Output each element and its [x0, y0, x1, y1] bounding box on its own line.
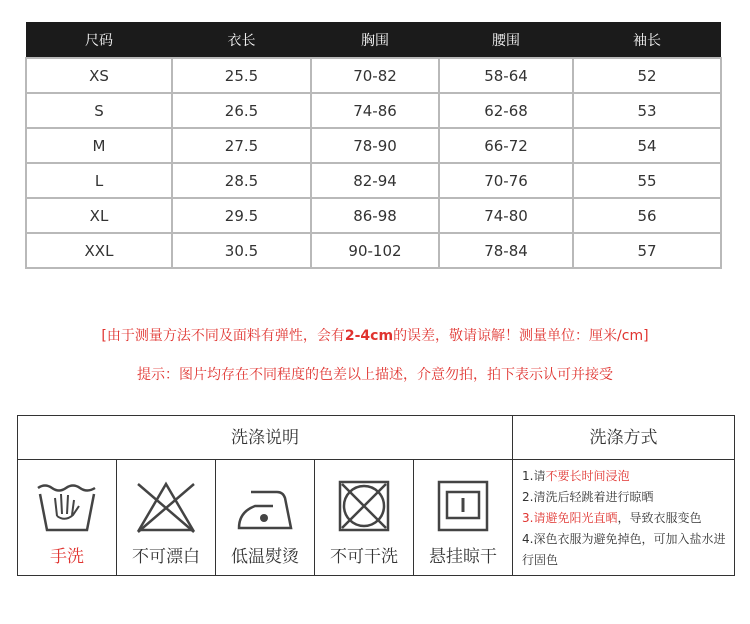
- table-cell: 30.5: [172, 233, 311, 268]
- table-cell: 82-94: [311, 163, 439, 198]
- table-row: [26, 198, 721, 233]
- table-cell: 90-102: [311, 233, 439, 268]
- table-row: [26, 58, 721, 93]
- table-cell: 28.5: [172, 163, 311, 198]
- color-tip-note: 提示：图片均存在不同程度的色差以上描述，介意勿拍，拍下表示认可并接受: [137, 367, 613, 383]
- wash-symbol-low-iron: [216, 460, 315, 576]
- wash-method-text: ，导致衣服变色: [617, 511, 702, 525]
- table-cell: S: [26, 93, 172, 128]
- wash-method-highlight: 3.请避免阳光直晒: [522, 511, 618, 525]
- wash-symbol-no-bleach: [117, 460, 216, 576]
- wash-method-item: [522, 508, 730, 529]
- table-cell: 78-84: [439, 233, 573, 268]
- size-table: [25, 22, 722, 269]
- wash-instructions-title: 洗涤说明: [18, 416, 513, 460]
- table-cell: 70-76: [439, 163, 573, 198]
- header-waist: 腰围: [439, 22, 573, 58]
- hand-wash-label: 手洗: [50, 547, 84, 567]
- wash-method-text: 1.请: [522, 469, 546, 483]
- wash-symbol-hand-wash: [18, 460, 117, 576]
- table-cell: M: [26, 128, 172, 163]
- wash-method-highlight: 不要长时间浸泡: [545, 469, 630, 483]
- table-cell: XXL: [26, 233, 172, 268]
- wash-method-item: [522, 466, 730, 487]
- table-cell: 58-64: [439, 58, 573, 93]
- table-cell: L: [26, 163, 172, 198]
- hand-wash-icon: [35, 478, 99, 536]
- no-bleach-label: 不可漂白: [132, 547, 200, 567]
- table-cell: 74-86: [311, 93, 439, 128]
- no-dry-clean-icon: [332, 478, 396, 536]
- table-row: [26, 128, 721, 163]
- table-cell: 56: [573, 198, 721, 233]
- table-cell: 57: [573, 233, 721, 268]
- wash-care-box: [17, 415, 735, 576]
- table-cell: 62-68: [439, 93, 573, 128]
- table-cell: 70-82: [311, 58, 439, 93]
- size-table-header-row: [26, 22, 721, 58]
- header-size: 尺码: [26, 22, 172, 58]
- measurement-note-pre: [由于测量方法不同及面料有弹性，会有: [101, 328, 345, 344]
- table-cell: 53: [573, 93, 721, 128]
- wash-method-title: 洗涤方式: [513, 416, 734, 460]
- wash-symbol-line-dry: [414, 460, 513, 576]
- table-cell: XS: [26, 58, 172, 93]
- header-chest: 胸围: [311, 22, 439, 58]
- table-cell: 25.5: [172, 58, 311, 93]
- table-cell: 52: [573, 58, 721, 93]
- table-cell: 74-80: [439, 198, 573, 233]
- table-cell: 86-98: [311, 198, 439, 233]
- no-bleach-icon: [134, 478, 198, 536]
- low-iron-icon: [233, 478, 297, 536]
- wash-method-item: 2.清洗后轻跳着进行晾晒: [522, 490, 654, 504]
- table-cell: 66-72: [439, 128, 573, 163]
- line-dry-label: 悬挂晾干: [429, 547, 497, 567]
- table-row: [26, 93, 721, 128]
- wash-method-item: 4.深色衣服为避免掉色，可加入盐水进行固色: [522, 532, 726, 567]
- header-sleeve: 袖长: [573, 22, 721, 58]
- wash-symbol-no-dry-clean: [315, 460, 414, 576]
- wash-method-list: [515, 460, 730, 571]
- table-cell: 55: [573, 163, 721, 198]
- measurement-note-post: 的误差，敬请谅解！测量单位：厘米/cm]: [393, 328, 649, 344]
- low-iron-label: 低温熨烫: [231, 547, 299, 567]
- table-cell: 54: [573, 128, 721, 163]
- line-dry-icon: [431, 478, 495, 536]
- header-length: 衣长: [172, 22, 311, 58]
- table-cell: XL: [26, 198, 172, 233]
- table-cell: 27.5: [172, 128, 311, 163]
- no-dry-clean-label: 不可干洗: [330, 547, 398, 567]
- table-cell: 78-90: [311, 128, 439, 163]
- table-cell: 29.5: [172, 198, 311, 233]
- table-row: [26, 163, 721, 198]
- measurement-note: [0, 325, 750, 345]
- measurement-note-bold: 2-4cm: [344, 328, 394, 344]
- table-cell: 26.5: [172, 93, 311, 128]
- table-row: [26, 233, 721, 268]
